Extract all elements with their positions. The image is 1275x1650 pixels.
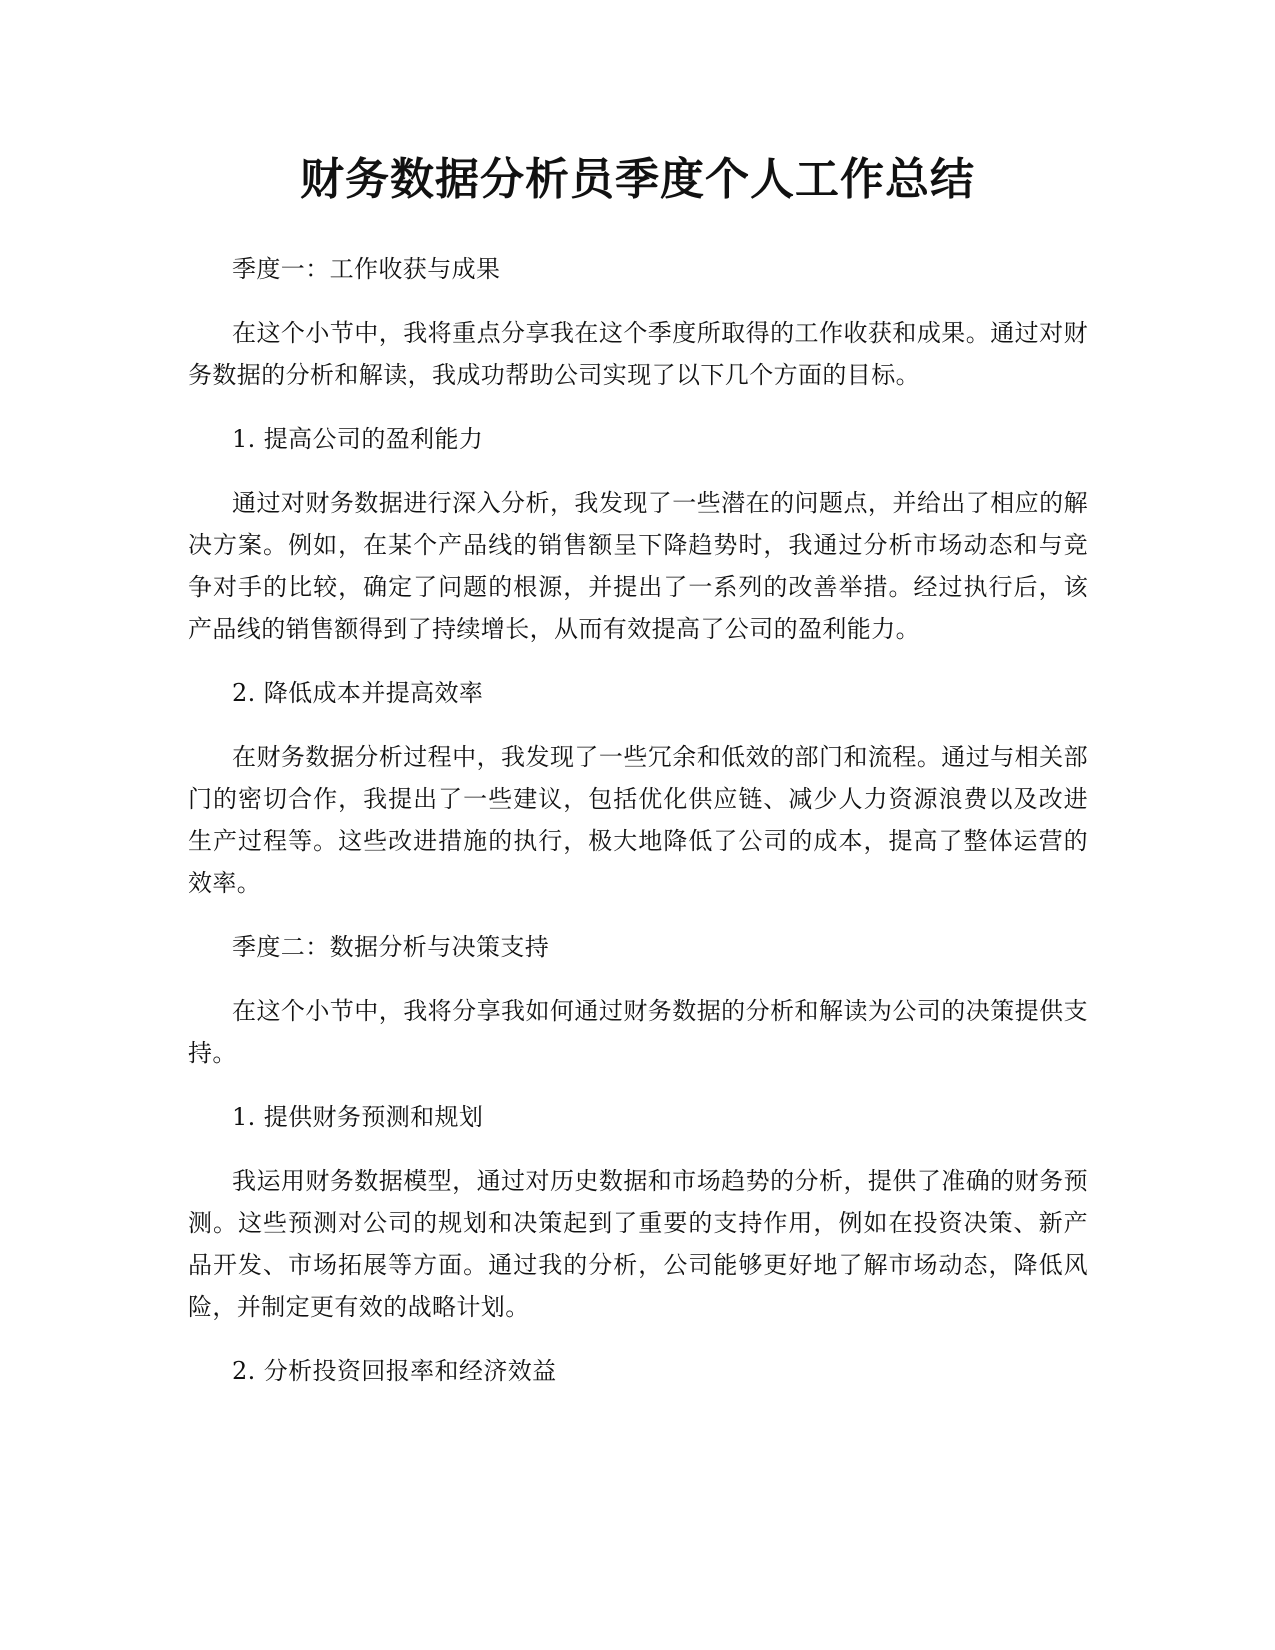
paragraph-improve-profitability: 通过对财务数据进行深入分析，我发现了一些潜在的问题点，并给出了相应的解决方案。例如，在某个产品线的销售额呈下降趋势时，我通过分析市场动态和与竞争对手的比较，确定了问题的根源，并提出了一系列的改善举措。经过执行后，该产品线的销售额得到了持续增长，从而有效提高了公司的盈利能力。 xyxy=(188,489,1088,643)
subheading-financial-forecast: 1. 提供财务预测和规划 xyxy=(232,1103,484,1131)
paragraph-quarter-one-intro: 在这个小节中，我将重点分享我在这个季度所取得的工作收获和成果。通过对财务数据的分析和解读，我成功帮助公司实现了以下几个方面的目标。 xyxy=(188,319,1088,389)
document-title: 财务数据分析员季度个人工作总结 xyxy=(300,154,975,205)
paragraph-reduce-cost: 在财务数据分析过程中，我发现了一些冗余和低效的部门和流程。通过与相关部门的密切合作，我提出了一些建议，包括优化供应链、减少人力资源浪费以及改进生产过程等。这些改进措施的执行，极大地降低了公司的成本，提高了整体运营的效率。 xyxy=(188,743,1088,897)
section-heading-quarter-two: 季度二：数据分析与决策支持 xyxy=(232,933,550,961)
subheading-improve-profitability: 1. 提高公司的盈利能力 xyxy=(232,425,484,453)
section-heading-quarter-one: 季度一：工作收获与成果 xyxy=(232,255,501,283)
paragraph-quarter-two-intro: 在这个小节中，我将分享我如何通过财务数据的分析和解读为公司的决策提供支持。 xyxy=(188,997,1088,1067)
document-body xyxy=(188,248,1088,1414)
subheading-investment-return: 2. 分析投资回报率和经济效益 xyxy=(232,1357,557,1385)
subheading-reduce-cost: 2. 降低成本并提高效率 xyxy=(232,679,484,707)
paragraph-financial-forecast: 我运用财务数据模型，通过对历史数据和市场趋势的分析，提供了准确的财务预测。这些预测对公司的规划和决策起到了重要的支持作用，例如在投资决策、新产品开发、市场拓展等方面。通过我的分析，公司能够更好地了解市场动态，降低风险，并制定更有效的战略计划。 xyxy=(188,1167,1088,1321)
